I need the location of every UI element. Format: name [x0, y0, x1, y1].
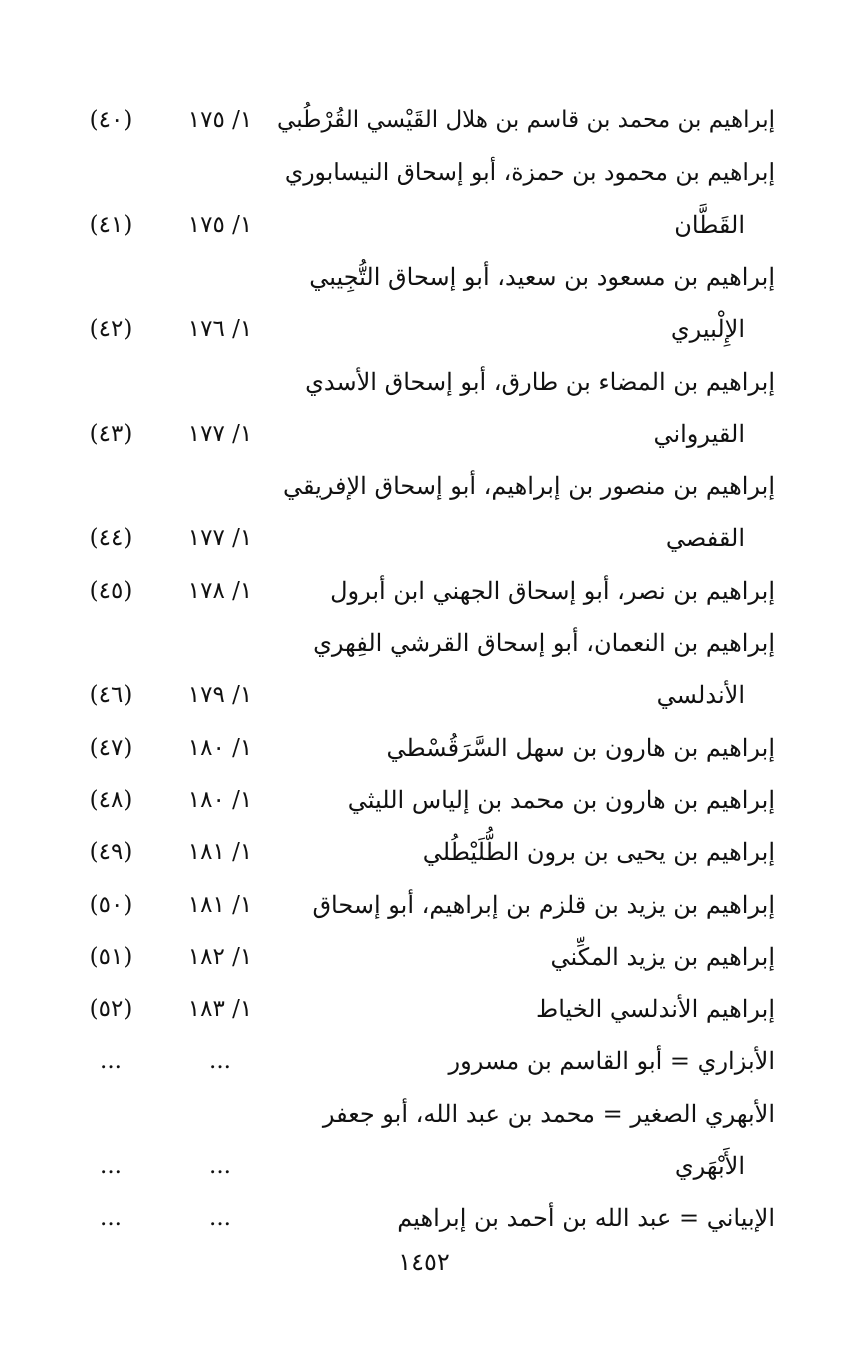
entry-reference: ١/ ١٧٨ — [187, 577, 253, 604]
entry-reference: ١/ ١٧٦ — [187, 316, 253, 343]
entry-number: (٤١) — [89, 211, 133, 238]
entry-name-continuation: الأَبْهَري — [674, 1152, 745, 1180]
entry-number: (٤٩) — [89, 839, 133, 866]
entry-name: إبراهيم بن يحيى بن برون الطُّلَيْطُلي — [422, 838, 775, 867]
entry-number: (٤٤) — [89, 525, 133, 552]
entry-name: إبراهيم بن نصر، أبو إسحاق الجهني ابن أبرول — [330, 576, 775, 605]
entry-name-continuation: الإِلْبيري — [670, 315, 745, 344]
entry-reference: ١/ ١٨٢ — [187, 943, 253, 970]
entry-name: إبراهيم بن محمد بن قاسم بن هلال القَيْسي القُرْطُبي — [277, 107, 775, 133]
entry-reference: ١/ ١٨١ — [187, 839, 253, 866]
entry-number: (٤٨) — [89, 786, 133, 813]
entry-number: (٤٧) — [89, 734, 133, 761]
entry-name: إبراهيم بن يزيد المكِّني — [550, 942, 775, 971]
entry-name: إبراهيم بن هارون بن محمد بن إلياس الليثي — [347, 785, 775, 814]
entry-name: الأبهري الصغير = محمد بن عبد الله، أبو جعفر — [322, 1099, 775, 1128]
entry-reference: ١/ ١٧٥ — [187, 211, 253, 238]
entry-reference: ١/ ١٨٣ — [187, 996, 253, 1023]
entry-number: (٥٠) — [89, 891, 133, 918]
entry-number: (٤٢) — [89, 316, 133, 343]
entry-reference: ١/ ١٧٧ — [187, 420, 253, 447]
entry-name: الأبزاري = أبو القاسم بن مسرور — [448, 1047, 775, 1076]
entry-reference: ١/ ١٨١ — [187, 891, 253, 918]
entry-name: الإبياني = عبد الله بن أحمد بن إبراهيم — [397, 1204, 775, 1233]
entry-name: إبراهيم بن النعمان، أبو إسحاق القرشي الفِهري — [313, 629, 775, 657]
entry-name: إبراهيم بن هارون بن سهل السَّرَقُسْطي — [386, 733, 775, 762]
entry-number: ... — [100, 1153, 122, 1179]
entry-reference: ... — [209, 1153, 231, 1179]
entry-reference: ١/ ١٧٩ — [187, 682, 253, 709]
entry-name: إبراهيم بن يزيد بن قلزم بن إبراهيم، أبو إسحاق — [312, 890, 775, 919]
entry-reference: ... — [209, 1205, 231, 1232]
entry-name-continuation: الأندلسي — [656, 681, 745, 710]
entry-number: (٤٦) — [89, 682, 133, 709]
entry-name: إبراهيم الأندلسي الخياط — [536, 995, 775, 1024]
entry-number: (٥٢) — [89, 996, 133, 1023]
entry-name: إبراهيم بن مسعود بن سعيد، أبو إسحاق التُّجِيبي — [309, 262, 775, 291]
entry-name: إبراهيم بن محمود بن حمزة، أبو إسحاق النيسابوري — [284, 158, 775, 187]
entry-name-continuation: القَطَّان — [674, 210, 745, 239]
entry-reference: ... — [209, 1048, 231, 1075]
page-number: ١٤٥٢ — [398, 1248, 450, 1276]
entry-reference: ١/ ١٧٧ — [187, 525, 253, 552]
entry-name-continuation: القيرواني — [653, 419, 745, 448]
entry-name: إبراهيم بن منصور بن إبراهيم، أبو إسحاق الإفريقي — [282, 472, 775, 501]
entry-number: (٤٥) — [89, 577, 133, 604]
entry-reference: ١/ ١٧٥ — [187, 107, 253, 133]
entry-number: (٥١) — [89, 943, 133, 970]
entry-number: (٤٣) — [89, 420, 133, 447]
entry-reference: ١/ ١٨٠ — [187, 786, 253, 813]
entry-number: ... — [100, 1048, 122, 1075]
entry-number: ... — [100, 1205, 122, 1232]
entry-name: إبراهيم بن المضاء بن طارق، أبو إسحاق الأسدي — [305, 367, 775, 396]
entry-number: (٤٠) — [89, 107, 133, 133]
entry-name-continuation: القفصي — [665, 524, 745, 553]
entry-reference: ١/ ١٨٠ — [187, 734, 253, 761]
